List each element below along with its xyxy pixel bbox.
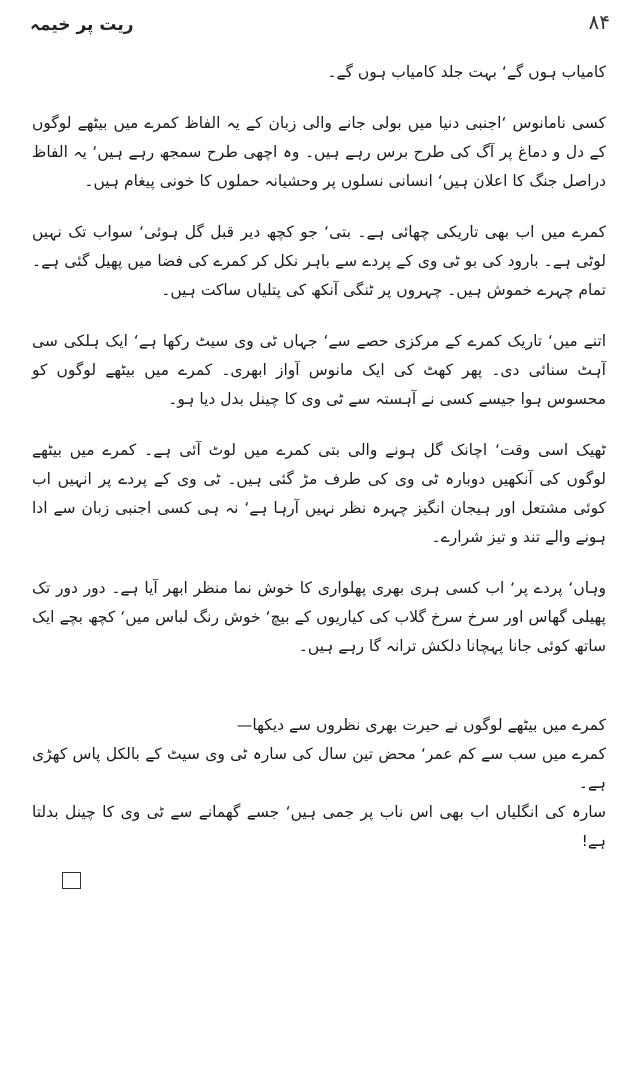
paragraph: اتنے میں‘ تاریک کمرے کے مرکزی حصے سے‘ جہاں ٹی وی سیٹ رکھا ہے‘ ایک ہلکی سی آہٹ سنائی دی۔ پھر کھٹ کی ایک مانوس آواز ابھری۔ کمرے میں بیٹھے لوگوں کو محسوس ہوا جیسے کسی نے آہستہ سے ٹی وی کا چینل بدل دیا ہو۔ (32, 332, 606, 408)
section-gap (32, 683, 606, 711)
page-number: ۸۴ (588, 10, 610, 34)
paragraph: کمرے میں سب سے کم عمر‘ محض تین سال کی سارہ ٹی وی سیٹ کے بالکل پاس کھڑی ہے۔ (32, 745, 606, 792)
paragraph: وہاں‘ پردے پر‘ اب کسی ہری بھری پھلواری کا خوش نما منظر ابھر آیا ہے۔ دور دور تک پھیلی گھاس اور سرخ سرخ گلاب کی کیاریوں کے بیچ‘ خوش رنگ لباس میں‘ کچھ بچے ایک ساتھ کوئی جانا پہچانا دلکش ترانہ گا رہے ہیں۔ (32, 579, 606, 655)
paragraph: کامیاب ہوں گے‘ بہت جلد کامیاب ہوں گے۔ (327, 63, 606, 81)
end-mark-square-icon (62, 872, 81, 889)
paragraph: سارہ کی انگلیاں اب بھی اس ناب پر جمی ہیں‘ جسے گھمانے سے ٹی وی کا چینل بدلتا ہے! (32, 803, 606, 850)
paragraph: ٹھیک اسی وقت‘ اچانک گل ہونے والی بتی کمرے میں لوٹ آئی ہے۔ کمرے میں بیٹھے لوگوں کی آنکھیں دوبارہ ٹی وی کی طرف مڑ گئی ہیں۔ ٹی وی کے پردے پر انہیں اب کوئی مشتعل اور ہیجان انگیز چہرہ نظر نہیں آرہا ہے‘ نہ ہی کسی اجنبی زبان سے ادا ہونے والے تند و تیز شرارے۔ (32, 441, 606, 546)
paragraph: کسی نامانوس ‘اجنبی دنیا میں بولی جانے والی زبان کے یہ الفاظ کمرے میں بیٹھے لوگوں کے دل و دماغ پر آگ کی طرح برس رہے ہیں۔ وہ اچھی طرح سمجھ رہے ہیں‘ یہ الفاظ دراصل جنگ کا اعلان ہیں‘ انسانی نسلوں پر وحشیانہ حملوں کا خونی پیغام ہیں۔ (32, 114, 606, 190)
page-body (32, 58, 606, 856)
page-header (30, 8, 610, 42)
paragraph: کمرے میں اب بھی تاریکی چھائی ہے۔ بتی‘ جو کچھ دیر قبل گل ہوئی‘ سواب تک نہیں لوٹی ہے۔ بارود کی بو ٹی وی کے پردے سے باہر نکل کر کمرے کی فضا میں پھیل گئی ہے۔ تمام چہرے خموش ہیں۔ چہروں پر ٹنگی آنکھ کی پتلیاں ساکت ہیں۔ (32, 223, 606, 299)
paragraph: کمرے میں بیٹھے لوگوں نے حیرت بھری نظروں سے دیکھا— (236, 716, 606, 734)
running-title: ریت پر خیمہ (30, 15, 134, 35)
